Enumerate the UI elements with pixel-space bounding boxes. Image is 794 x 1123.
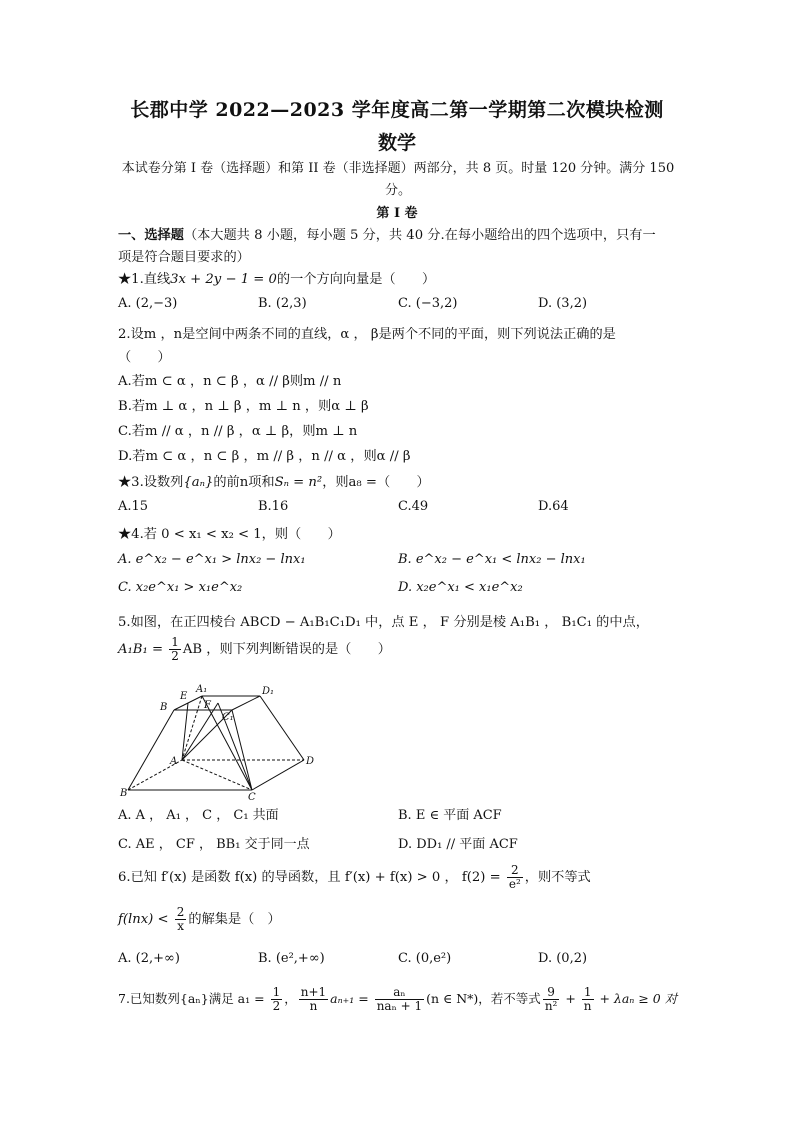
label-c1: C₁ <box>222 712 234 723</box>
section1-desc-2: 项是符合题目要求的） <box>118 250 250 265</box>
q2-option-b: B.若m ⊥ α ，n ⊥ β ，m ⊥ n ，则α ⊥ β <box>118 399 369 414</box>
q7-lhs-den: n <box>309 999 318 1013</box>
q2-option-c: C.若m // α ，n // β ，α ⊥ β，则m ⊥ n <box>118 424 358 439</box>
q7-ineq-num2: 1 <box>582 986 594 1000</box>
q7-plus: + <box>561 991 580 1006</box>
q7-rhs-frac <box>375 986 424 1013</box>
q2-option-d: D.若m ⊂ α ，n ⊂ β ，m // β ，n // α ，则α // β <box>118 449 411 464</box>
q7-a1-frac <box>271 986 283 1013</box>
q5-lhs: A₁B₁ = <box>118 642 168 657</box>
q1-suffix: 的一个方向向量是（ ） <box>276 272 436 287</box>
q6-line2-post: 的解集是（ ） <box>188 912 281 927</box>
q7-mid1: ， <box>284 991 297 1006</box>
label-a: A <box>170 756 178 767</box>
q6-option-c: C. (0,e²) <box>398 951 452 966</box>
exam-title: 长郡中学 2022—2023 学年度高二第一学期第二次模块检测 <box>130 99 664 121</box>
q2-stem-1: 2.设m ，n是空间中两条不同的直线，α ， β是两个不同的平面，则下列说法正确的是 <box>118 327 616 342</box>
q2-stem-2: （ ） <box>118 350 171 365</box>
q6-frac2-num: 2 <box>176 905 185 919</box>
q3-suffix: ，则a₈ =（ ） <box>322 475 430 490</box>
q7-ineq-den2: n <box>583 999 592 1013</box>
q4-option-b: B. e^x₂ − e^x₁ < lnx₂ − lnx₁ <box>398 552 586 567</box>
q6-option-b: B. (e²,+∞) <box>258 951 325 966</box>
label-c: C <box>248 792 256 800</box>
q5-option-b: B. E ∈ 平面 ACF <box>398 808 502 823</box>
section1-heading: 一、选择题 <box>118 228 184 243</box>
exam-subject: 数学 <box>377 132 416 154</box>
q1-option-b: B. (2,3) <box>258 296 307 311</box>
q3-prefix: ★3.设数列 <box>118 475 184 490</box>
q1-stem <box>118 268 435 287</box>
q7-ineq-num1: 9 <box>543 986 560 1000</box>
q5-option-d: D. DD₁ // 平面 ACF <box>398 837 518 852</box>
q5-rest: AB ，则下列判断错误的是（ ） <box>182 642 391 657</box>
q3-stem <box>118 471 430 490</box>
label-b: B <box>120 788 128 799</box>
q4-stem: ★4.若 0 < x₁ < x₂ < 1，则（ ） <box>118 527 341 542</box>
q5-stem-1: 5.如图，在正四棱台 ABCD − A₁B₁C₁D₁ 中，点 E ， F 分别是棱 A₁B₁ ， B₁C₁ 的中点， <box>118 615 649 630</box>
q7-ineq-tail: + λaₙ ≥ 0 对 <box>595 991 678 1006</box>
q6-fraction-2 <box>175 906 187 933</box>
part-label: 第 I 卷 <box>376 206 418 221</box>
q6-frac1-den: e² <box>508 877 521 891</box>
q5-stem-2 <box>118 636 391 663</box>
q7-a1-den: 2 <box>272 999 281 1013</box>
q5-option-a: A. A ， A₁ ， C ， C₁ 共面 <box>118 808 279 823</box>
q7-ineq-frac1 <box>543 986 560 1013</box>
q6-line1-post: ，则不等式 <box>524 870 591 885</box>
label-e: E <box>180 691 188 702</box>
q6-fraction-1 <box>507 864 523 891</box>
q7-lhs-tail: aₙ₊₁ = <box>330 991 373 1006</box>
q6-line2-pre: f(lnx) < <box>118 912 173 927</box>
q7-rhs-den: naₙ + 1 <box>376 999 423 1013</box>
q2-option-a: A.若m ⊂ α ，n ⊂ β ，α // β则m // n <box>118 374 342 389</box>
q7-stem <box>118 986 677 1013</box>
q5-frac-den: 2 <box>171 649 179 663</box>
label-d: D <box>306 756 315 767</box>
label-f: F <box>204 700 211 711</box>
q7-rhs-num: aₙ <box>375 986 424 1000</box>
q4-option-d: D. x₂e^x₁ < x₁e^x₂ <box>398 580 523 595</box>
q5-option-c: C. AE ， CF ， BB₁ 交于同一点 <box>118 837 310 852</box>
q1-equation: 3x + 2y − 1 = 0 <box>170 272 277 287</box>
q6-frac1-num: 2 <box>507 864 523 878</box>
q1-prefix: ★1.直线 <box>118 272 171 287</box>
frustum-figure <box>118 682 328 800</box>
q6-frac2-den: x <box>177 919 184 933</box>
q1-option-d: D. (3,2) <box>538 296 588 311</box>
q1-option-a: A. (2,−3) <box>118 296 178 311</box>
q7-a1-num: 1 <box>272 985 281 999</box>
label-a1: A₁ <box>196 684 208 695</box>
q7-ineq-den1: n² <box>544 999 558 1013</box>
section1-desc-1: （本大题共 8 小题，每小题 5 分，共 40 分.在每小题给出的四个选项中，只有一 <box>183 228 656 243</box>
q6-option-a: A. (2,+∞) <box>118 951 180 966</box>
q4-option-c: C. x₂e^x₁ > x₁e^x₂ <box>118 580 243 595</box>
q4-option-a: A. e^x₂ − e^x₁ > lnx₂ − lnx₁ <box>118 552 306 567</box>
q6-option-d: D. (0,2) <box>538 951 588 966</box>
q5-fraction <box>169 636 181 663</box>
q5-frac-num: 1 <box>171 635 179 649</box>
q3-seq: {aₙ} <box>183 475 214 490</box>
q7-ineq-frac2 <box>582 986 594 1013</box>
q6-line-1 <box>118 864 591 891</box>
q3-option-a: A.15 <box>118 499 149 514</box>
q3-sum: Sₙ = n² <box>274 475 323 490</box>
q6-line-2 <box>118 906 281 933</box>
label-b1: B <box>160 702 168 713</box>
q3-option-c: C.49 <box>398 499 429 514</box>
q7-pre: 7.已知数列{aₙ}满足 a₁ = <box>118 991 269 1006</box>
q7-lhs-num: n+1 <box>300 985 327 999</box>
q3-option-b: B.16 <box>258 499 289 514</box>
exam-intro: 本试卷分第 I 卷（选择题）和第 II 卷（非选择题）两部分，共 8 页。时量 120 分钟。满分 150 分。 <box>121 161 675 198</box>
q1-option-c: C. (−3,2) <box>398 296 458 311</box>
q6-line1-pre: 6.已知 f′(x) 是函数 f(x) 的导函数，且 f′(x) + f(x) > 0 ， f(2) = <box>118 870 505 885</box>
label-d1: D₁ <box>262 686 275 697</box>
q3-mid: 的前n项和 <box>213 475 275 490</box>
q3-option-d: D.64 <box>538 499 569 514</box>
section1-line1 <box>118 224 656 243</box>
q7-lhs-frac <box>299 986 328 1013</box>
q7-mid2: (n ∈ N*)，若不等式 <box>426 991 541 1006</box>
